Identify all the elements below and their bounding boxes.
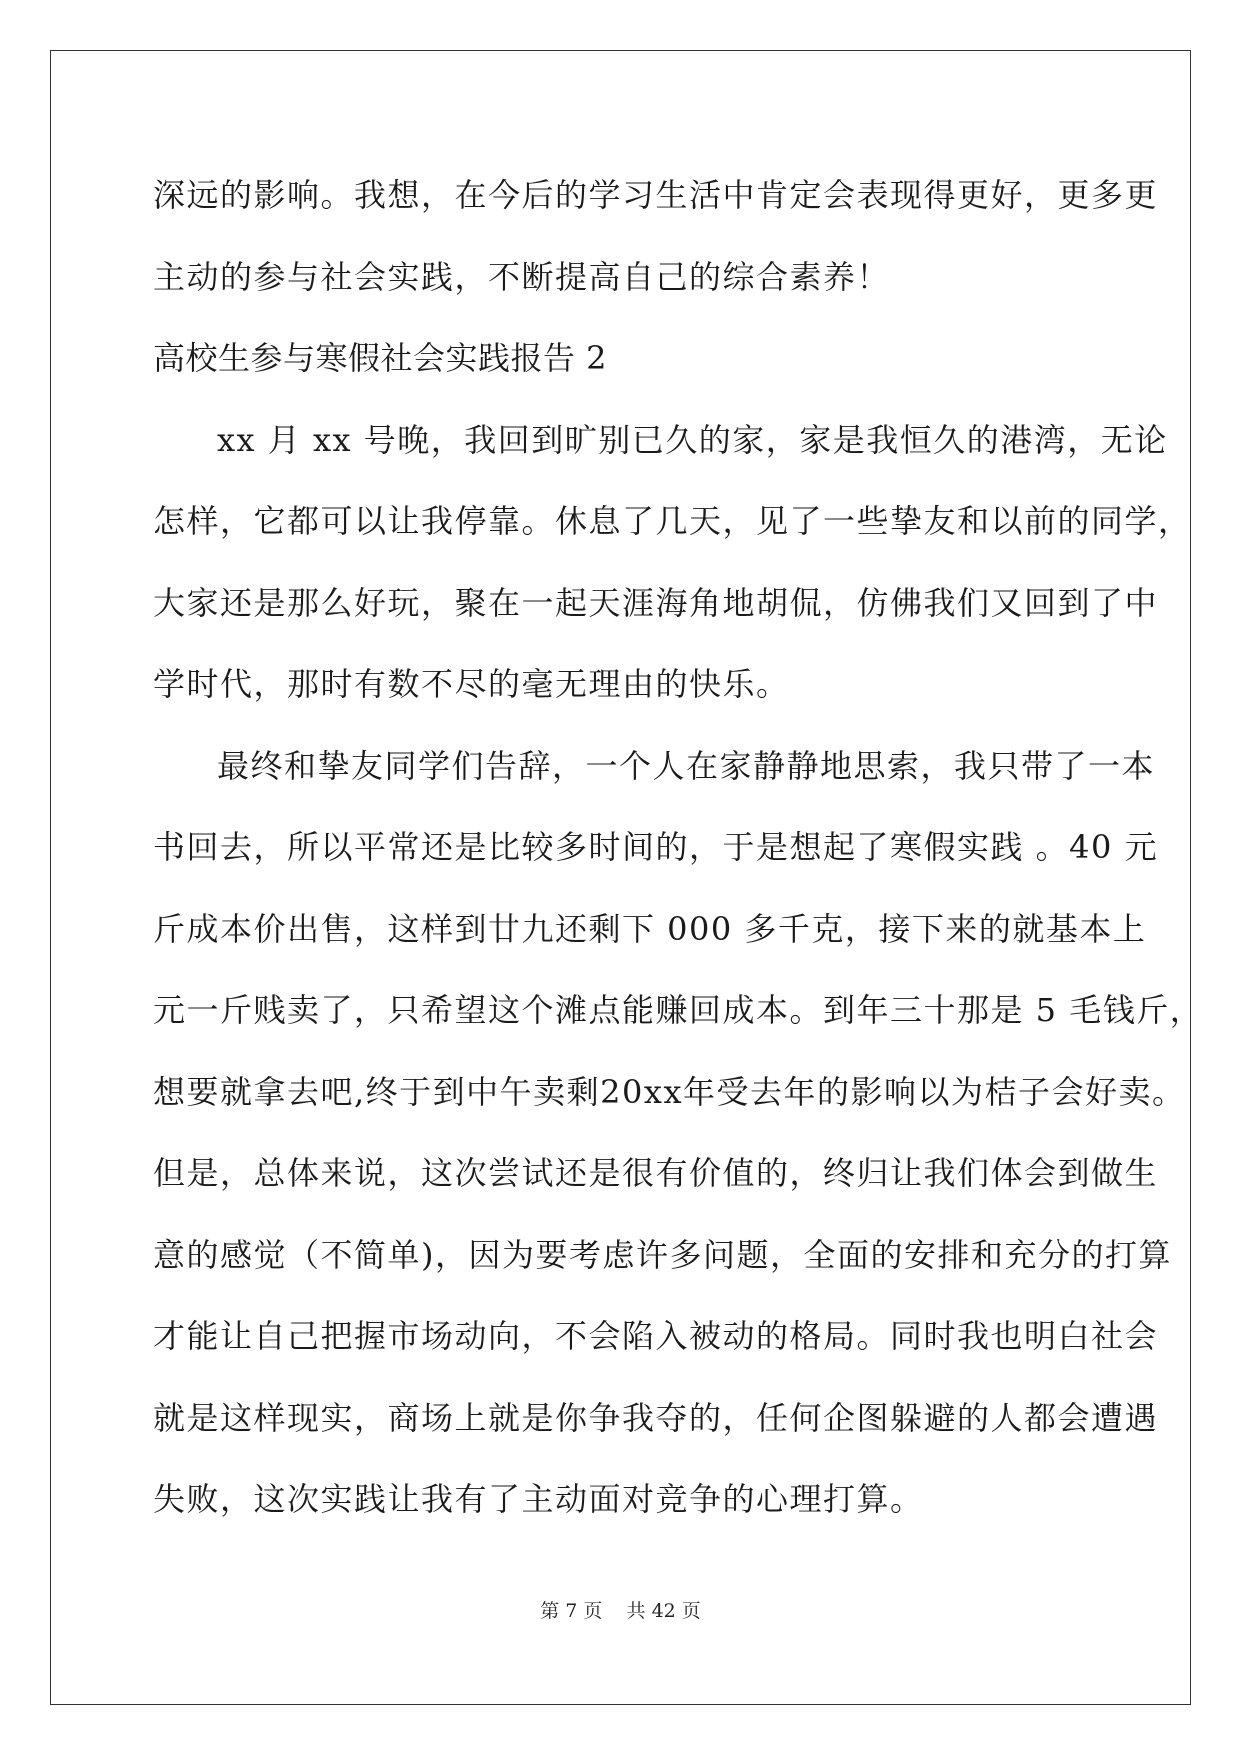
text-line: 主动的参与社会实践，不断提高自己的综合素养！	[153, 257, 891, 296]
text-line: 怎样，它都可以让我停靠。休息了几天，见了一些挚友和以前的同学，	[153, 502, 1192, 540]
text-line: 但是，总体来说，这次尝试还是很有价值的，终归让我们体会到做生	[153, 1154, 1159, 1192]
section-title: 高校生参与寒假社会实践报告 2	[153, 339, 608, 377]
document-body	[153, 155, 1204, 1541]
text-line: 斤成本价出售，这样到廿九还剩下 000 多千克，接下来的就基本上	[153, 909, 1147, 948]
paragraph-first-line: 最终和挚友同学们告辞，一个人在家静静地思索，我只带了一本	[217, 746, 1156, 785]
text-line: 就是这样现实，商场上就是你争我夺的，任何企图躲避的人都会遭遇	[153, 1398, 1159, 1437]
text-line: 失败，这次实践让我有了主动面对竞争的心理打算。	[153, 1480, 924, 1518]
page-footer	[0, 1596, 1241, 1623]
text-line: 书回去，所以平常还是比较多时间的，于是想起了寒假实践 。40 元	[153, 828, 1159, 866]
text-line: 深远的影响。我想，在今后的学习生活中肯定会表现得更好，更多更	[153, 176, 1159, 214]
text-line: 大家还是那么好玩，聚在一起天涯海角地胡侃，仿佛我们又回到了中	[153, 583, 1159, 622]
page-total: 共 42 页	[626, 1600, 701, 1622]
text-line: 意的感觉（不简单)，因为要考虑许多问题，全面的安排和充分的打算	[153, 1235, 1172, 1274]
text-line: 学时代，那时有数不尽的毫无理由的快乐。	[153, 665, 790, 703]
text-line: 元一斤贱卖了，只希望这个滩点能赚回成本。到年三十那是 5 毛钱斤，	[153, 991, 1204, 1029]
text-line: 想要就拿去吧,终于到中午卖剩20xx年受去年的影响以为桔子会好卖。	[153, 1072, 1186, 1111]
text-line: 才能让自己把握市场动向，不会陷入被动的格局。同时我也明白社会	[153, 1317, 1159, 1355]
paragraph-first-line: xx 月 xx 号晚，我回到旷别已久的家，家是我恒久的港湾，无论	[217, 420, 1168, 459]
page-number: 第 7 页	[540, 1600, 603, 1622]
